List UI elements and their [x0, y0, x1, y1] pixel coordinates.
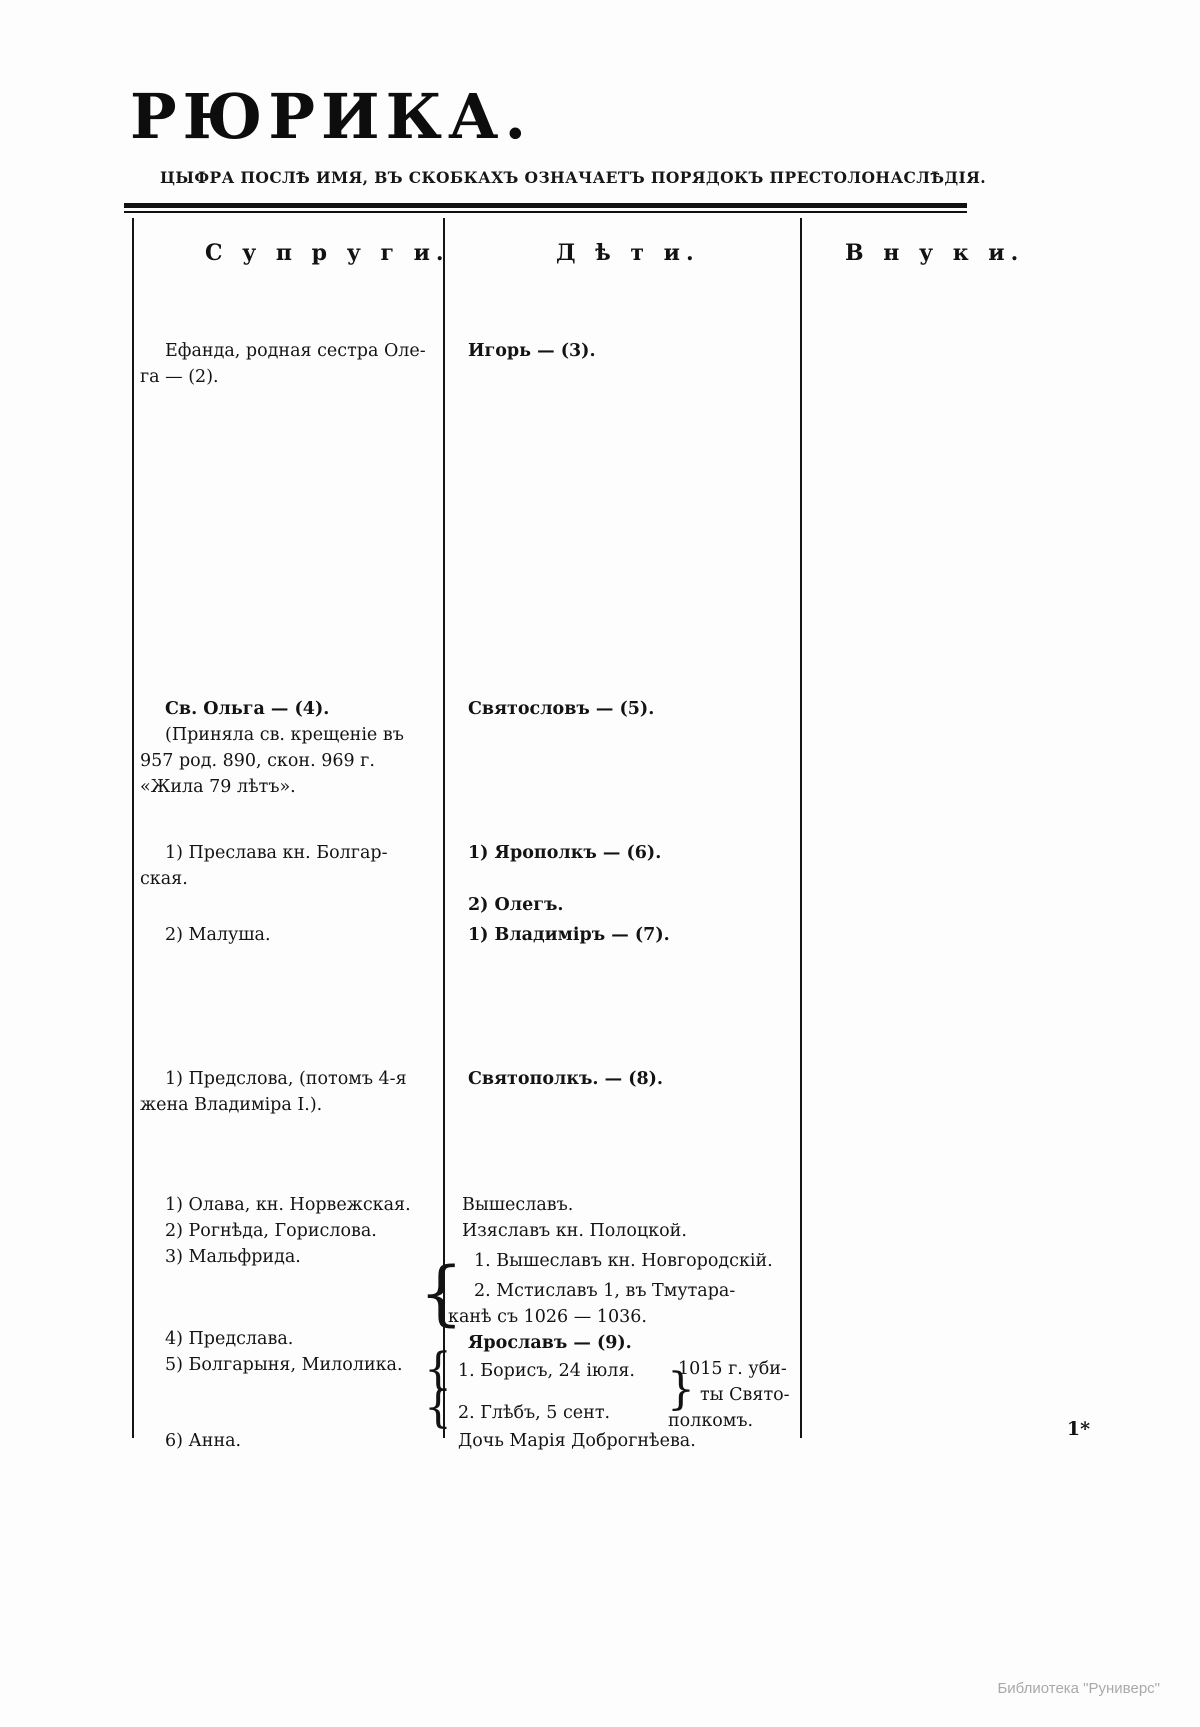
table-row-3-child-line-3: 1) Владимiръ — (7). [468, 925, 670, 945]
table-row-3-child-line-1: 1) Ярополкъ — (6). [468, 843, 662, 863]
brace-spouse-5: { [424, 1344, 452, 1395]
table-row-2-child-line-1: Святословъ — (5). [468, 699, 655, 719]
table-row-2-spouse-line-1: Св. Ольга — (4). [165, 699, 330, 719]
table-row-5-child-line-1: Вышеславъ. [462, 1195, 574, 1215]
table-row-5-spouse-line-5: 5) Болгарыня, Милолика. [165, 1355, 403, 1375]
brace-grandchildren: } [667, 1364, 695, 1415]
table-row-5-child-line-7: 1. Борисъ, 24 іюля. [458, 1361, 635, 1381]
table-row-5-child-line-6: Ярославъ — (9). [468, 1333, 632, 1353]
page-subtitle: ЦЫФРА ПОСЛѢ ИМЯ, ВЪ СКОБКАХЪ ОЗНАЧАЕТЪ ПОРЯДОКЪ ПРЕСТОЛОНАСЛѢДІЯ. [160, 168, 987, 187]
table-row-5-child-line-9: Дочь Марія Доброгнѣева. [458, 1431, 696, 1451]
column-divider-left [132, 218, 134, 1438]
table-row-5-spouse-line-1: 1) Олава, кн. Норвежская. [165, 1195, 411, 1215]
table-row-5-grand-line-1: 1015 г. уби- [678, 1359, 787, 1379]
table-row-4-child-line-1: Святополкъ. — (8). [468, 1069, 664, 1089]
table-row-2-spouse-line-4: «Жила 79 лѣтъ». [140, 777, 296, 797]
table-row-1-child-line-1: Игорь — (3). [468, 341, 596, 361]
table-row-3-spouse-line-1: 1) Преслава кн. Болгар- [165, 843, 388, 863]
table-row-3-spouse-line-3: 2) Малуша. [165, 925, 271, 945]
header-rule-thin [124, 211, 967, 213]
header-rule-thick [124, 203, 967, 208]
table-row-4-spouse-line-2: жена Владимiра I.). [140, 1095, 323, 1115]
table-row-5-child-line-5: канѣ съ 1026 — 1036. [448, 1307, 647, 1327]
table-row-5-child-line-3: 1. Вышеславъ кн. Новгородскій. [474, 1251, 773, 1271]
library-watermark: Библиотека "Руниверс" [997, 1680, 1160, 1697]
brace-spouse-5b: { [424, 1382, 452, 1433]
table-row-2-spouse-line-3: 957 род. 890, скон. 969 г. [140, 751, 375, 771]
table-row-5-child-line-4: 2. Мстиславъ 1, въ Тмутара- [474, 1281, 736, 1301]
column-header-spouses: С у п р у г и. [205, 240, 450, 266]
column-header-grandchildren: В н у к и. [845, 240, 1025, 266]
table-row-5-grand-line-3: полкомъ. [668, 1411, 754, 1431]
table-row-5-grand-line-2: ты Свято- [700, 1385, 790, 1405]
table-row-5-spouse-line-2: 2) Рогнѣда, Горислова. [165, 1221, 377, 1241]
table-row-3-spouse-line-2: ская. [140, 869, 188, 889]
page-number: 1* [1066, 1418, 1090, 1440]
table-row-2-spouse-line-2: (Приняла св. крещеніе въ [165, 725, 404, 745]
table-row-4-spouse-line-1: 1) Предслова, (потомъ 4-я [165, 1069, 407, 1089]
brace-spouse-3: { [419, 1252, 464, 1334]
table-row-5-spouse-line-3: 3) Мальфрида. [165, 1247, 301, 1267]
table-row-5-child-line-2: Изяславъ кн. Полоцкой. [462, 1221, 687, 1241]
page-title: РЮРИКА. [130, 80, 533, 153]
table-row-5-spouse-line-6: 6) Анна. [165, 1431, 242, 1451]
table-row-5-spouse-line-4: 4) Предслава. [165, 1329, 294, 1349]
column-header-children: Д ѣ т и. [556, 240, 700, 266]
table-row-1-spouse-line-1: Ефанда, родная сестра Оле- [165, 341, 426, 361]
table-row-3-child-line-2: 2) Олегъ. [468, 895, 564, 915]
table-row-1-spouse-line-2: га — (2). [140, 367, 219, 387]
table-row-5-child-line-8: 2. Глѣбъ, 5 сент. [458, 1403, 611, 1423]
